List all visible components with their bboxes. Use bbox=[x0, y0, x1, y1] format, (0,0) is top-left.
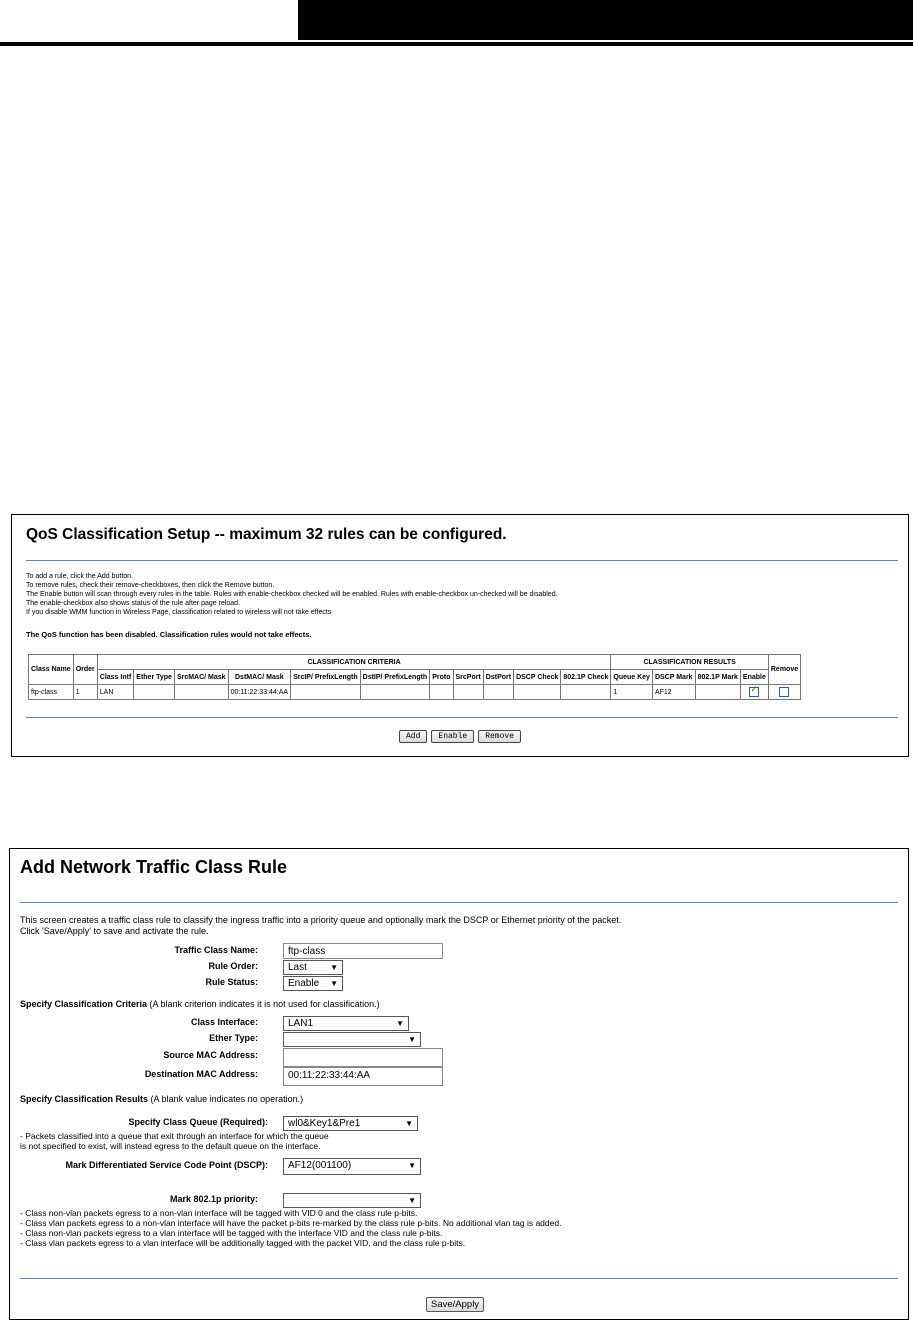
header-black-bar bbox=[298, 0, 913, 40]
intro-text bbox=[20, 915, 621, 937]
instruction-line: To add a rule, click the Add button. bbox=[26, 573, 134, 580]
queue-note bbox=[20, 1131, 329, 1151]
class-queue-select[interactable] bbox=[283, 1116, 418, 1131]
col-8021p-check: 802.1P Check bbox=[561, 670, 611, 685]
cell-dscp-mark: AF12 bbox=[652, 685, 695, 700]
note-line: - Class non-vlan packets egress to a vlan interface will be tagged with the interface VID and the class rule p-bits. bbox=[20, 1228, 443, 1238]
qos-disabled-warning: The QoS function has been disabled. Classification rules would not take effects. bbox=[26, 630, 312, 639]
note-line: - Class vlan packets egress to a vlan interface will be additionally tagged with the packet VID, and the class rule p-bits. bbox=[20, 1238, 466, 1248]
note-line: - Class non-vlan packets egress to a non-vlan interface will be tagged with VID 0 and the class rule p-bits. bbox=[20, 1208, 418, 1218]
remove-checkbox[interactable] bbox=[779, 687, 789, 697]
dropdown-arrow-icon: ▼ bbox=[396, 1019, 404, 1028]
rule-order-select[interactable] bbox=[283, 960, 343, 975]
dropdown-arrow-icon: ▼ bbox=[408, 1161, 416, 1170]
remove-button[interactable]: Remove bbox=[478, 730, 521, 743]
cell-dst-mac: 00:11:22:33:44:AA bbox=[228, 685, 290, 700]
cell-enable bbox=[740, 685, 768, 700]
divider bbox=[20, 1278, 898, 1279]
instruction-line: To remove rules, check their remove-checkboxes, then click the Remove button. bbox=[26, 582, 275, 589]
col-8021p-mark: 802.1P Mark bbox=[695, 670, 740, 685]
criteria-heading-rest: (A blank criterion indicates it is not used for classification.) bbox=[147, 999, 380, 1009]
enable-button[interactable]: Enable bbox=[431, 730, 474, 743]
dscp-label: Mark Differentiated Service Code Point (DSCP): bbox=[65, 1160, 268, 1170]
cell-ether-type bbox=[134, 685, 175, 700]
rule-status-select[interactable] bbox=[283, 976, 343, 991]
cell-dst-port bbox=[483, 685, 513, 700]
dscp-value: AF12(001100) bbox=[288, 1160, 352, 1171]
traffic-class-name-input[interactable]: ftp-class bbox=[283, 943, 443, 959]
class-interface-select[interactable] bbox=[283, 1016, 409, 1031]
dropdown-arrow-icon: ▼ bbox=[330, 963, 338, 972]
dropdown-arrow-icon: ▼ bbox=[405, 1119, 413, 1128]
results-heading-rest: (A blank value indicates no operation.) bbox=[148, 1094, 304, 1104]
instructions bbox=[26, 572, 558, 617]
add-class-rule-panel bbox=[9, 848, 909, 1320]
cell-8021p-check bbox=[561, 685, 611, 700]
instruction-line: The Enable button will scan through every rules in the table. Rules with enable-checkbox checked will be enabled. Rules with enable-checkbox un-checked will be disabled. bbox=[26, 591, 558, 598]
col-ether-type: Ether Type bbox=[134, 670, 175, 685]
qos-classification-panel bbox=[11, 514, 909, 757]
col-proto: Proto bbox=[430, 670, 453, 685]
criteria-heading bbox=[20, 999, 380, 1009]
class-interface-label: Class Interface: bbox=[190, 1017, 258, 1027]
col-src-ip: SrcIP/ PrefixLength bbox=[291, 670, 361, 685]
add-button[interactable]: Add bbox=[399, 730, 427, 743]
col-dscp-check: DSCP Check bbox=[514, 670, 561, 685]
divider bbox=[20, 902, 898, 903]
col-src-mac: SrcMAC/ Mask bbox=[174, 670, 228, 685]
col-remove: Remove bbox=[768, 655, 800, 685]
dropdown-arrow-icon: ▼ bbox=[408, 1196, 416, 1205]
class-queue-label: Specify Class Queue (Required): bbox=[128, 1117, 268, 1127]
destination-mac-label: Destination MAC Address: bbox=[144, 1069, 258, 1079]
dropdown-arrow-icon: ▼ bbox=[408, 1035, 416, 1044]
ether-type-select[interactable] bbox=[283, 1032, 421, 1047]
col-dscp-mark: DSCP Mark bbox=[652, 670, 695, 685]
col-dst-mac: DstMAC/ Mask bbox=[228, 670, 290, 685]
col-src-port: SrcPort bbox=[453, 670, 483, 685]
rule-order-value: Last bbox=[288, 962, 307, 973]
divider bbox=[26, 717, 898, 718]
table-group-header-row bbox=[29, 655, 801, 670]
instruction-line: The enable-checkbox also shows status of the rule after page reload. bbox=[26, 600, 241, 607]
dropdown-arrow-icon: ▼ bbox=[330, 979, 338, 988]
divider bbox=[26, 560, 898, 561]
note-line: is not specified to exist, will instead egress to the default queue on the interface. bbox=[20, 1141, 321, 1151]
cell-src-ip bbox=[291, 685, 361, 700]
group-results: CLASSIFICATION RESULTS bbox=[611, 655, 769, 670]
class-interface-value: LAN1 bbox=[288, 1018, 314, 1029]
note-line: - Packets classified into a queue that exit through an interface for which the queue bbox=[20, 1131, 329, 1141]
col-class-name: Class Name bbox=[29, 655, 74, 685]
results-heading bbox=[20, 1094, 303, 1104]
traffic-class-name-label: Traffic Class Name: bbox=[174, 945, 258, 955]
cell-queue-key: 1 bbox=[611, 685, 653, 700]
col-enable: Enable bbox=[740, 670, 768, 685]
cell-dst-ip bbox=[360, 685, 430, 700]
button-bar bbox=[12, 730, 908, 743]
intro-line: Click 'Save/Apply' to save and activate the rule. bbox=[20, 926, 209, 936]
rule-order-label: Rule Order: bbox=[208, 961, 258, 971]
cell-src-mac bbox=[174, 685, 228, 700]
panel-title: QoS Classification Setup -- maximum 32 rules can be configured. bbox=[26, 526, 507, 543]
dscp-select[interactable] bbox=[283, 1158, 421, 1175]
cell-remove bbox=[768, 685, 800, 700]
cell-class-intf: LAN bbox=[97, 685, 134, 700]
p8021-label: Mark 802.1p priority: bbox=[169, 1194, 258, 1204]
cell-class-name: ftp-class bbox=[29, 685, 74, 700]
enable-checkbox[interactable] bbox=[749, 687, 759, 697]
save-apply-button[interactable]: Save/Apply bbox=[426, 1297, 484, 1312]
col-dst-ip: DstIP/ PrefixLength bbox=[360, 670, 430, 685]
instruction-line: If you disable WMM function in Wireless Page, classification related to wireless will not take effects bbox=[26, 609, 332, 616]
table-header-row bbox=[29, 670, 801, 685]
cell-proto bbox=[430, 685, 453, 700]
col-class-intf: Class Intf bbox=[97, 670, 134, 685]
panel-title: Add Network Traffic Class Rule bbox=[20, 857, 288, 877]
cell-order: 1 bbox=[73, 685, 97, 700]
destination-mac-input[interactable]: 00:11:22:33:44:AA bbox=[283, 1067, 443, 1086]
col-queue-key: Queue Key bbox=[611, 670, 653, 685]
table-row bbox=[29, 685, 801, 700]
source-mac-label: Source MAC Address: bbox=[163, 1050, 258, 1060]
class-queue-value: wl0&Key1&Pre1 bbox=[288, 1118, 361, 1129]
cell-dscp-check bbox=[514, 685, 561, 700]
group-criteria: CLASSIFICATION CRITERIA bbox=[97, 655, 611, 670]
ether-type-label: Ether Type: bbox=[209, 1033, 258, 1043]
source-mac-input[interactable] bbox=[283, 1048, 443, 1067]
cell-src-port bbox=[453, 685, 483, 700]
criteria-heading-bold: Specify Classification Criteria bbox=[20, 999, 148, 1009]
col-dst-port: DstPort bbox=[483, 670, 513, 685]
col-order: Order bbox=[73, 655, 97, 685]
note-line: - Class vlan packets egress to a non-vlan interface will have the packet p-bits re-marked by the class rule p-bits. No additional vlan tag is added. bbox=[20, 1218, 562, 1228]
header-rule bbox=[0, 42, 913, 46]
rules-table bbox=[28, 654, 801, 700]
p8021-select[interactable] bbox=[283, 1193, 421, 1208]
rule-status-value: Enable bbox=[288, 978, 320, 989]
cell-8021p-mark bbox=[695, 685, 740, 700]
rule-status-label: Rule Status: bbox=[205, 977, 258, 987]
results-heading-bold: Specify Classification Results bbox=[20, 1094, 149, 1104]
intro-line: This screen creates a traffic class rule to classify the ingress traffic into a priority queue and optionally mark the DSCP or Ethernet priority of the packet. bbox=[20, 915, 622, 925]
p8021-note bbox=[20, 1208, 561, 1248]
